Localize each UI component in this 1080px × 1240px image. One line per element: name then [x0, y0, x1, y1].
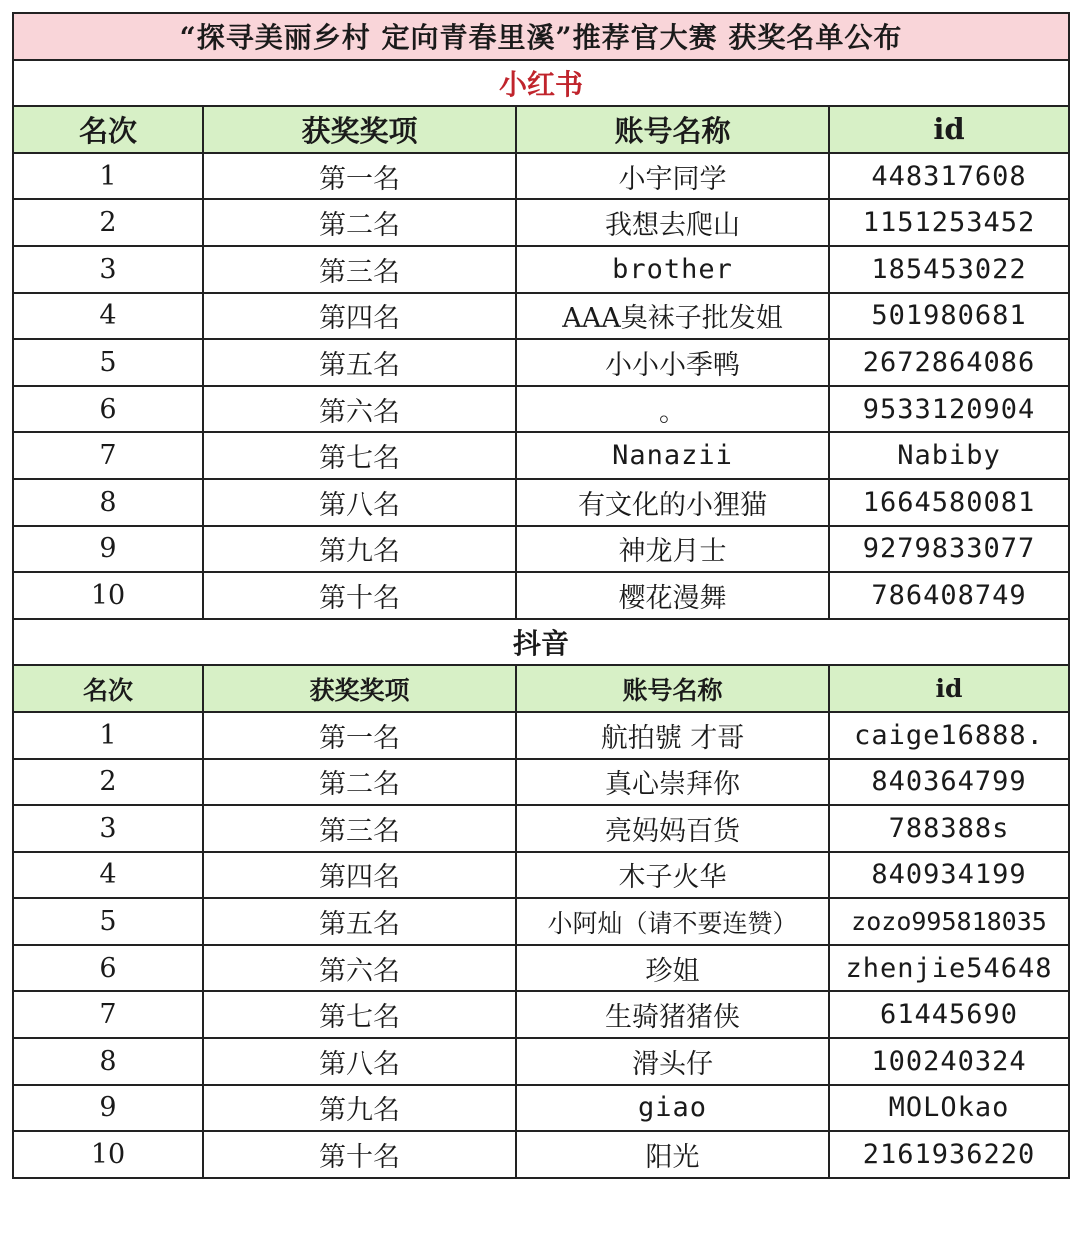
- cell-rank: 10: [13, 572, 203, 619]
- cell-account-name: 小小小季鸭: [516, 339, 829, 386]
- table-row: [13, 1131, 1069, 1178]
- cell-award: 第二名: [203, 199, 516, 246]
- winners-table: [12, 12, 1070, 1179]
- cell-award: 第三名: [203, 805, 516, 852]
- cell-account-id: 786408749: [829, 572, 1069, 619]
- cell-account-name: Nanazii: [516, 432, 829, 479]
- table-row: [13, 712, 1069, 759]
- cell-award: 第二名: [203, 759, 516, 806]
- cell-award: 第八名: [203, 1038, 516, 1085]
- cell-account-name: 生骑猪猪侠: [516, 991, 829, 1038]
- cell-account-name: 我想去爬山: [516, 199, 829, 246]
- table-row: [13, 805, 1069, 852]
- cell-rank: 9: [13, 526, 203, 573]
- column-header-rank: 名次: [13, 106, 203, 153]
- cell-account-name: 小阿灿（请不要连赞）: [516, 898, 829, 945]
- column-header-rank: 名次: [13, 665, 203, 712]
- cell-account-name: 有文化的小狸猫: [516, 479, 829, 526]
- cell-rank: 6: [13, 945, 203, 992]
- cell-rank: 7: [13, 432, 203, 479]
- cell-rank: 4: [13, 293, 203, 340]
- table-row: [13, 339, 1069, 386]
- table-row: [13, 479, 1069, 526]
- cell-award: 第八名: [203, 479, 516, 526]
- cell-rank: 3: [13, 805, 203, 852]
- table-row: [13, 386, 1069, 433]
- cell-award: 第六名: [203, 386, 516, 433]
- table-row: [13, 199, 1069, 246]
- winners-table-body: [13, 13, 1069, 1178]
- cell-account-id: zhenjie54648: [829, 945, 1069, 992]
- cell-account-name: 珍姐: [516, 945, 829, 992]
- cell-account-id: MOLOkao: [829, 1085, 1069, 1132]
- table-row: [13, 432, 1069, 479]
- cell-account-id: 2672864086: [829, 339, 1069, 386]
- cell-account-id: 9533120904: [829, 386, 1069, 433]
- cell-award: 第一名: [203, 153, 516, 200]
- cell-rank: 5: [13, 898, 203, 945]
- cell-account-name: 神龙月士: [516, 526, 829, 573]
- table-row: [13, 945, 1069, 992]
- platform-row: [13, 60, 1069, 107]
- cell-rank: 10: [13, 1131, 203, 1178]
- cell-account-id: 1664580081: [829, 479, 1069, 526]
- cell-account-name: 小宇同学: [516, 153, 829, 200]
- cell-rank: 2: [13, 199, 203, 246]
- table-row: [13, 991, 1069, 1038]
- cell-rank: 4: [13, 852, 203, 899]
- column-header-account-name: 账号名称: [516, 665, 829, 712]
- column-header-award: 获奖奖项: [203, 665, 516, 712]
- cell-award: 第九名: [203, 526, 516, 573]
- cell-rank: 8: [13, 479, 203, 526]
- cell-rank: 2: [13, 759, 203, 806]
- cell-account-name: 真心崇拜你: [516, 759, 829, 806]
- cell-rank: 3: [13, 246, 203, 293]
- cell-account-name: brother: [516, 246, 829, 293]
- table-row: [13, 572, 1069, 619]
- cell-rank: 1: [13, 712, 203, 759]
- cell-account-name: 滑头仔: [516, 1038, 829, 1085]
- cell-award: 第六名: [203, 945, 516, 992]
- table-row: [13, 246, 1069, 293]
- cell-award: 第五名: [203, 898, 516, 945]
- cell-account-id: zozo995818035: [829, 898, 1069, 945]
- cell-account-id: 448317608: [829, 153, 1069, 200]
- cell-account-name: 阳光: [516, 1131, 829, 1178]
- platform-title: 小红书: [13, 60, 1069, 107]
- cell-account-name: giao: [516, 1085, 829, 1132]
- cell-award: 第四名: [203, 293, 516, 340]
- cell-rank: 1: [13, 153, 203, 200]
- column-header-account-id: id: [829, 106, 1069, 153]
- cell-award: 第十名: [203, 1131, 516, 1178]
- cell-account-id: 100240324: [829, 1038, 1069, 1085]
- column-header-account-id: id: [829, 665, 1069, 712]
- cell-award: 第五名: [203, 339, 516, 386]
- platform-title: 抖音: [13, 619, 1069, 666]
- page-title: “探寻美丽乡村 定向青春里溪”推荐官大赛 获奖名单公布: [13, 13, 1069, 60]
- platform-row: [13, 619, 1069, 666]
- cell-account-id: caige16888.: [829, 712, 1069, 759]
- cell-account-id: 185453022: [829, 246, 1069, 293]
- cell-award: 第七名: [203, 432, 516, 479]
- cell-award: 第四名: [203, 852, 516, 899]
- cell-account-id: 1151253452: [829, 199, 1069, 246]
- cell-award: 第一名: [203, 712, 516, 759]
- table-row: [13, 153, 1069, 200]
- cell-account-name: 木子火华: [516, 852, 829, 899]
- title-row: [13, 13, 1069, 60]
- cell-account-name: 亮妈妈百货: [516, 805, 829, 852]
- cell-award: 第十名: [203, 572, 516, 619]
- table-row: [13, 1085, 1069, 1132]
- cell-account-id: 61445690: [829, 991, 1069, 1038]
- cell-award: 第九名: [203, 1085, 516, 1132]
- table-row: [13, 526, 1069, 573]
- cell-award: 第七名: [203, 991, 516, 1038]
- table-row: [13, 898, 1069, 945]
- header-row: [13, 665, 1069, 712]
- cell-account-id: Nabiby: [829, 432, 1069, 479]
- cell-rank: 5: [13, 339, 203, 386]
- cell-rank: 9: [13, 1085, 203, 1132]
- table-row: [13, 293, 1069, 340]
- cell-account-name: 樱花漫舞: [516, 572, 829, 619]
- cell-account-id: 2161936220: [829, 1131, 1069, 1178]
- cell-rank: 7: [13, 991, 203, 1038]
- cell-account-id: 840934199: [829, 852, 1069, 899]
- cell-account-id: 788388s: [829, 805, 1069, 852]
- header-row: [13, 106, 1069, 153]
- cell-rank: 6: [13, 386, 203, 433]
- table-row: [13, 1038, 1069, 1085]
- cell-account-name: 航拍號 才哥: [516, 712, 829, 759]
- column-header-award: 获奖奖项: [203, 106, 516, 153]
- cell-account-name: AAA臭袜子批发姐: [516, 293, 829, 340]
- cell-award: 第三名: [203, 246, 516, 293]
- table-row: [13, 852, 1069, 899]
- cell-account-name: 。: [516, 386, 829, 433]
- cell-account-id: 840364799: [829, 759, 1069, 806]
- cell-account-id: 9279833077: [829, 526, 1069, 573]
- cell-rank: 8: [13, 1038, 203, 1085]
- cell-account-id: 501980681: [829, 293, 1069, 340]
- table-row: [13, 759, 1069, 806]
- column-header-account-name: 账号名称: [516, 106, 829, 153]
